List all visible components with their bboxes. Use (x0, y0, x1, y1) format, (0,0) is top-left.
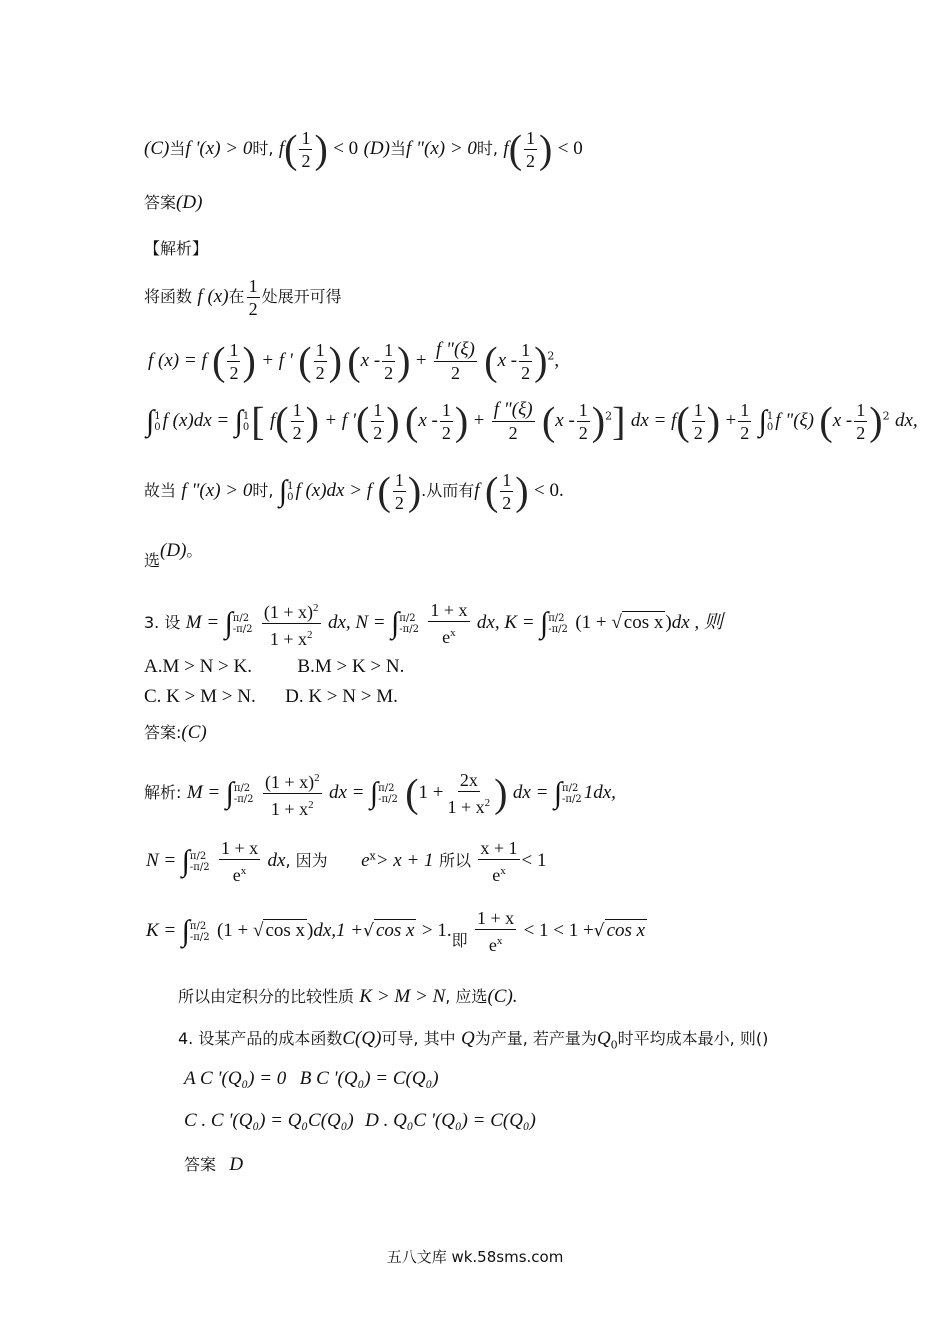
math: N = (146, 850, 177, 871)
math: f (x)dx = (162, 410, 230, 431)
text: 所以 (438, 851, 471, 870)
math: + (473, 410, 485, 431)
math: f (269, 410, 276, 431)
math: f '(x) > 0 (185, 138, 253, 159)
math: < 1 < 1 + (523, 920, 594, 941)
math: K > M > N (359, 986, 446, 1007)
math: + f ' (324, 410, 356, 431)
math: dx, N = (327, 612, 386, 633)
analysis-heading: 【解析】 (144, 239, 209, 258)
math: M = (185, 612, 220, 633)
paren: ( (508, 126, 523, 172)
answer-value: (C) (181, 722, 207, 743)
math: Q (596, 1028, 611, 1049)
fraction: $\frac{1 + x}{e^x}$ (430, 600, 468, 647)
question-4: 4. 设某产品的成本函数C(Q)可导, 其中 Q为产量, 若产量为$Q_0$时平均成本最小, 则() (178, 1028, 769, 1052)
solution-conclusion (178, 986, 518, 1008)
math: dx (267, 850, 286, 871)
math: M = (186, 782, 221, 803)
math: , (554, 350, 560, 371)
math: f (x) (197, 286, 229, 307)
fraction-half: $\frac{1}{2}$ (740, 400, 750, 443)
option-c-d-line (144, 128, 583, 171)
integral-sign: ∫ (758, 404, 767, 438)
text: 将函数 (144, 287, 193, 306)
fraction-half: $\frac{1}{2}$ (315, 340, 325, 383)
option-a: A.M > N > K. (144, 656, 252, 677)
math: 1 + (418, 782, 444, 803)
text: .从而有 (421, 481, 475, 500)
fraction: $\frac{1 + x}{e^x}$ (220, 838, 259, 885)
option-c: C . C '(Q₀) = Q₀C(Q₀) (184, 1110, 354, 1131)
math: f (x)dx > f (295, 480, 373, 501)
question-3-options-ab (144, 656, 404, 678)
math: f (503, 138, 509, 159)
text: 可导, 其中 (381, 1029, 456, 1048)
math: x - (360, 350, 381, 371)
fraction-second-derivative: $\frac{f "(\xi)}{2}$ (436, 339, 475, 383)
math: 1dx, (583, 782, 616, 803)
solution-k: K = ∫ π/2 -π/2 (1 + √ cos x )dx,1 +√ cos x > 1.即 $\frac{1 + x}{e^x}$ < 1 < 1 +√ cos x (146, 908, 646, 955)
answer-value: D (229, 1154, 244, 1175)
math: < 0 (557, 138, 583, 159)
math: dx = (328, 782, 365, 803)
text: 时, (252, 481, 274, 500)
integral-formula: ∫ 1 0 f (x)dx = ∫ 1 0 [ f( $\frac{1}{2}$ ) + f '( $\frac{1}{2}$ ) (x - $\frac{1}{2}$ ) + $\frac{f "(\xi)}{2}$ (x - $\frac{1}{2}$ )$^2$] dx = f( $\frac{1}{2}$ ) + $\frac{1}{2}$ ∫ 1 0 f "(ξ) (x - $\frac{1}{2}$ )$^2$ dx, (146, 398, 918, 444)
text: 处展开可得 (261, 287, 342, 306)
answer-label: 答案 (144, 193, 177, 212)
math: x - (418, 410, 438, 431)
math: dx = f (630, 410, 677, 431)
text: 为产量, 若产量为 (474, 1029, 597, 1048)
question-4-options-ab (184, 1068, 439, 1090)
math: < 1 (521, 850, 547, 871)
math: f "(ξ) (775, 410, 814, 431)
fraction-second-derivative: $\frac{f "(\xi)}{2}$ (493, 399, 533, 443)
text: 当 (169, 139, 186, 158)
integral-sign: ∫ (278, 474, 288, 508)
text: 所以由定积分的比较性质 (178, 987, 355, 1006)
math: < 0 (333, 138, 359, 159)
sqrt-cos: cos x (265, 920, 306, 941)
sqrt-cos: cos x (623, 612, 664, 633)
solution-label: 解析: (144, 783, 182, 802)
question-number: 4. 设某产品的成本函数 (178, 1029, 343, 1048)
expand-line (144, 276, 342, 319)
math: + (415, 350, 427, 371)
option-c: C. K > M > N. (144, 686, 256, 707)
text: 在 (228, 287, 245, 306)
question-number: 3. 设 (144, 613, 181, 632)
sqrt-cos: cos x (375, 920, 415, 941)
question-4-answer (184, 1154, 243, 1176)
paren: ) (314, 126, 328, 172)
math: + (725, 410, 737, 431)
fraction: $\frac{(1 + x)^2}{1 + x^2}$ (263, 768, 322, 819)
math: e (361, 850, 370, 871)
fraction-half: $\frac{1}{2}$ (856, 400, 866, 443)
option-d: D . Q₀C '(Q₀) = C(Q₀) (365, 1110, 536, 1131)
option-a: A C '(Q₀) = 0 (184, 1068, 287, 1089)
answer-label: 答案: (144, 723, 182, 742)
fraction-half: $\frac{1}{2}$ (526, 128, 536, 171)
fraction-half: $\frac{1}{2}$ (502, 470, 512, 513)
solution-m: 解析: M = ∫ π/2 -π/2 $\frac{(1 + x)^2}{1 + x^2}$ dx = ∫ π/2 -π/2 (1 + $\frac{2x}{1 + x^2}$ ) dx = ∫ π/2 -π/2 1dx, (144, 770, 616, 819)
text: 。 (186, 541, 203, 560)
integral-sign: ∫ (234, 404, 243, 438)
fraction-half: $\frac{1}{2}$ (693, 400, 703, 443)
fraction: $\frac{x + 1}{e^x}$ (480, 838, 518, 885)
text: 选 (144, 551, 161, 570)
option-c-label: (C) (144, 138, 170, 159)
math: K = (146, 920, 177, 941)
integral-sign: ∫ (146, 404, 155, 438)
question-3-options-cd (144, 686, 398, 708)
math: x - (555, 410, 575, 431)
fraction-half: $\frac{1}{2}$ (441, 400, 451, 443)
text: 时, (476, 139, 498, 158)
fraction-half: $\frac{1}{2}$ (301, 128, 311, 171)
fraction: $\frac{(1 + x)^2}{1 + x^2}$ (262, 598, 321, 649)
math: dx, (894, 410, 918, 431)
math: > x + 1 (375, 850, 434, 871)
question-4-options-cd (184, 1110, 536, 1132)
math: Q (461, 1028, 475, 1049)
math: f "(x) > 0 (405, 138, 477, 159)
fraction-half: $\frac{1}{2}$ (578, 400, 588, 443)
math: dx, K = (476, 612, 535, 633)
fraction-half: $\frac{1}{2}$ (292, 400, 302, 443)
math: dx = (512, 782, 549, 803)
math: dx , 则 (671, 612, 723, 633)
question-3-answer (144, 722, 207, 744)
math: + f ' (261, 350, 293, 371)
option-d: D. K > N > M. (285, 686, 398, 707)
option-b: B.M > K > N. (297, 656, 405, 677)
fraction-half: $\frac{1}{2}$ (229, 340, 239, 383)
fraction: $\frac{1 + x}{e^x}$ (477, 908, 515, 955)
math: f (474, 480, 480, 501)
answer-value: (C). (487, 986, 518, 1007)
footer-watermark: 五八文库 wk.58sms.com (386, 1248, 564, 1266)
choose-line (144, 540, 203, 570)
sqrt-cos: cos x (606, 920, 646, 941)
answer-value: (D) (160, 540, 187, 561)
math: f "(x) > 0 (181, 480, 253, 501)
fraction-half: $\frac{1}{2}$ (373, 400, 383, 443)
option-d-label: (D) (363, 138, 390, 159)
option-b: B C '(Q₀) = C(Q₀) (299, 1068, 439, 1089)
text: 当 (389, 139, 406, 158)
text: 时平均成本最小, 则() (617, 1029, 769, 1048)
conclusion-line: 故当 f "(x) > 0时, ∫ 1 0 f (x)dx > f ( $\frac{1}{2}$ ).从而有f ( $\frac{1}{2}$ ) < 0. (144, 468, 564, 514)
paren: ( (284, 126, 298, 172)
fraction: $\frac{2x}{1 + x^2}$ (447, 770, 491, 817)
answer-value: (D) (176, 192, 203, 213)
math: dx,1 + (313, 920, 364, 941)
math: f (x) = f (148, 350, 207, 371)
text: , 因为 (285, 851, 328, 870)
math: x - (497, 350, 518, 371)
fraction-half: $\frac{1}{2}$ (384, 340, 394, 383)
taylor-formula: f (x) = f ( $\frac{1}{2}$ ) + f ' ( $\frac{1}{2}$ ) (x - $\frac{1}{2}$ ) + $\frac{f "(\xi)}{2}$ (x - $\frac{1}{2}$ )$^2$, (148, 338, 560, 384)
paren: ) (539, 126, 553, 172)
math: C(Q) (342, 1028, 382, 1049)
solution-n: N = ∫ π/2 -π/2 $\frac{1 + x}{e^x}$ dx, 因为 $e^x> x + 1$ 所以 $\frac{x + 1}{e^x}$ < 1 (146, 838, 547, 885)
text: 时, (252, 139, 274, 158)
answer-line (144, 192, 202, 214)
math: > 1. (421, 920, 452, 941)
fraction-half: $\frac{1}{2}$ (394, 470, 404, 513)
fraction-half: $\frac{1}{2}$ (521, 340, 531, 383)
text: , 应选 (445, 987, 488, 1006)
question-3: 3. 设 M = ∫ π/2 -π/2 $\frac{(1 + x)^2}{1 + x^2}$ dx, N = ∫ π/2 -π/2 $\frac{1 + x}{e^x}$ dx, K = ∫ π/2 -π/2 (1 + √ cos x )dx , 则 (144, 600, 723, 649)
fraction-half: $\frac{1}{2}$ (248, 276, 258, 319)
math: f (278, 138, 285, 159)
math: < 0. (534, 480, 564, 501)
math: x - (832, 410, 853, 431)
text: 即 (451, 931, 468, 950)
answer-label: 答案 (184, 1155, 217, 1174)
text: 故当 (144, 481, 177, 500)
